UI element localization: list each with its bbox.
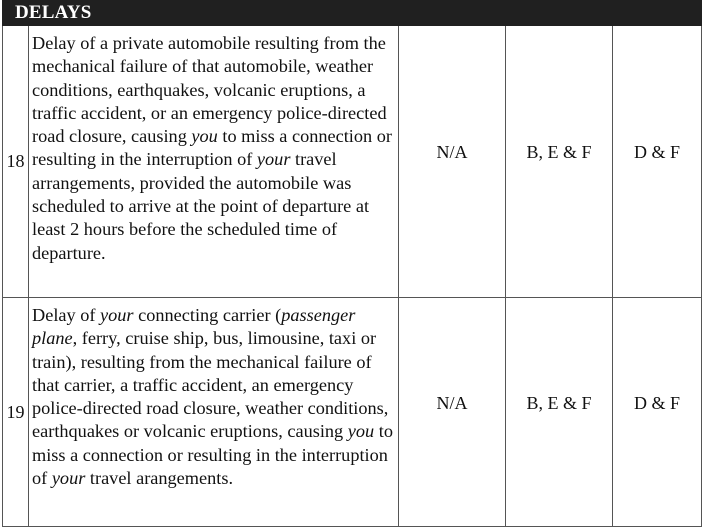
section-title: DELAYS [3,1,399,26]
emphasis-text: passenger plane [32,305,356,349]
row-description: Delay of your connecting carrier (passenger plane, ferry, cruise ship, bus, limousine, taxi or train), resulting from the mechanical failure of that carrier, a traffic accident, an emergency police-directed road closure, weather conditions, earthquakes or volcanic eruptions, causing you to miss a connection or resulting in the interruption of your travel arangements. [29,298,399,527]
section-header-row [3,1,702,26]
benefit-value-c: D & F [613,298,702,527]
row-description: Delay of a private automobile resulting from the mechanical failure of that automobile, weather conditions, earthquakes, volcanic eruptions, a traffic accident, or an emergency police-directed road closure, causing you to miss a connection or resulting in the interruption of your travel arrangements, provided the automobile was scheduled to arrive at the point of departure at least 2 hours before the scheduled time of departure. [29,26,399,298]
emphasis-text: your [51,468,86,489]
benefits-table [2,0,702,527]
emphasis-text: you [191,126,218,147]
emphasis-text: your [256,149,291,170]
emphasis-text: you [347,421,375,442]
emphasis-text: your [100,305,134,325]
table-row [3,26,702,298]
benefit-value-b: B, E & F [506,298,613,527]
benefit-value-c: D & F [613,26,702,298]
section-header-cell [613,1,702,26]
row-number: 18 [3,26,29,298]
section-header-cell [399,1,506,26]
table-row [3,298,702,527]
row-number: 19 [3,298,29,527]
benefit-value-a: N/A [399,298,506,527]
benefit-value-a: N/A [399,26,506,298]
benefit-value-b: B, E & F [506,26,613,298]
section-header-cell [506,1,613,26]
